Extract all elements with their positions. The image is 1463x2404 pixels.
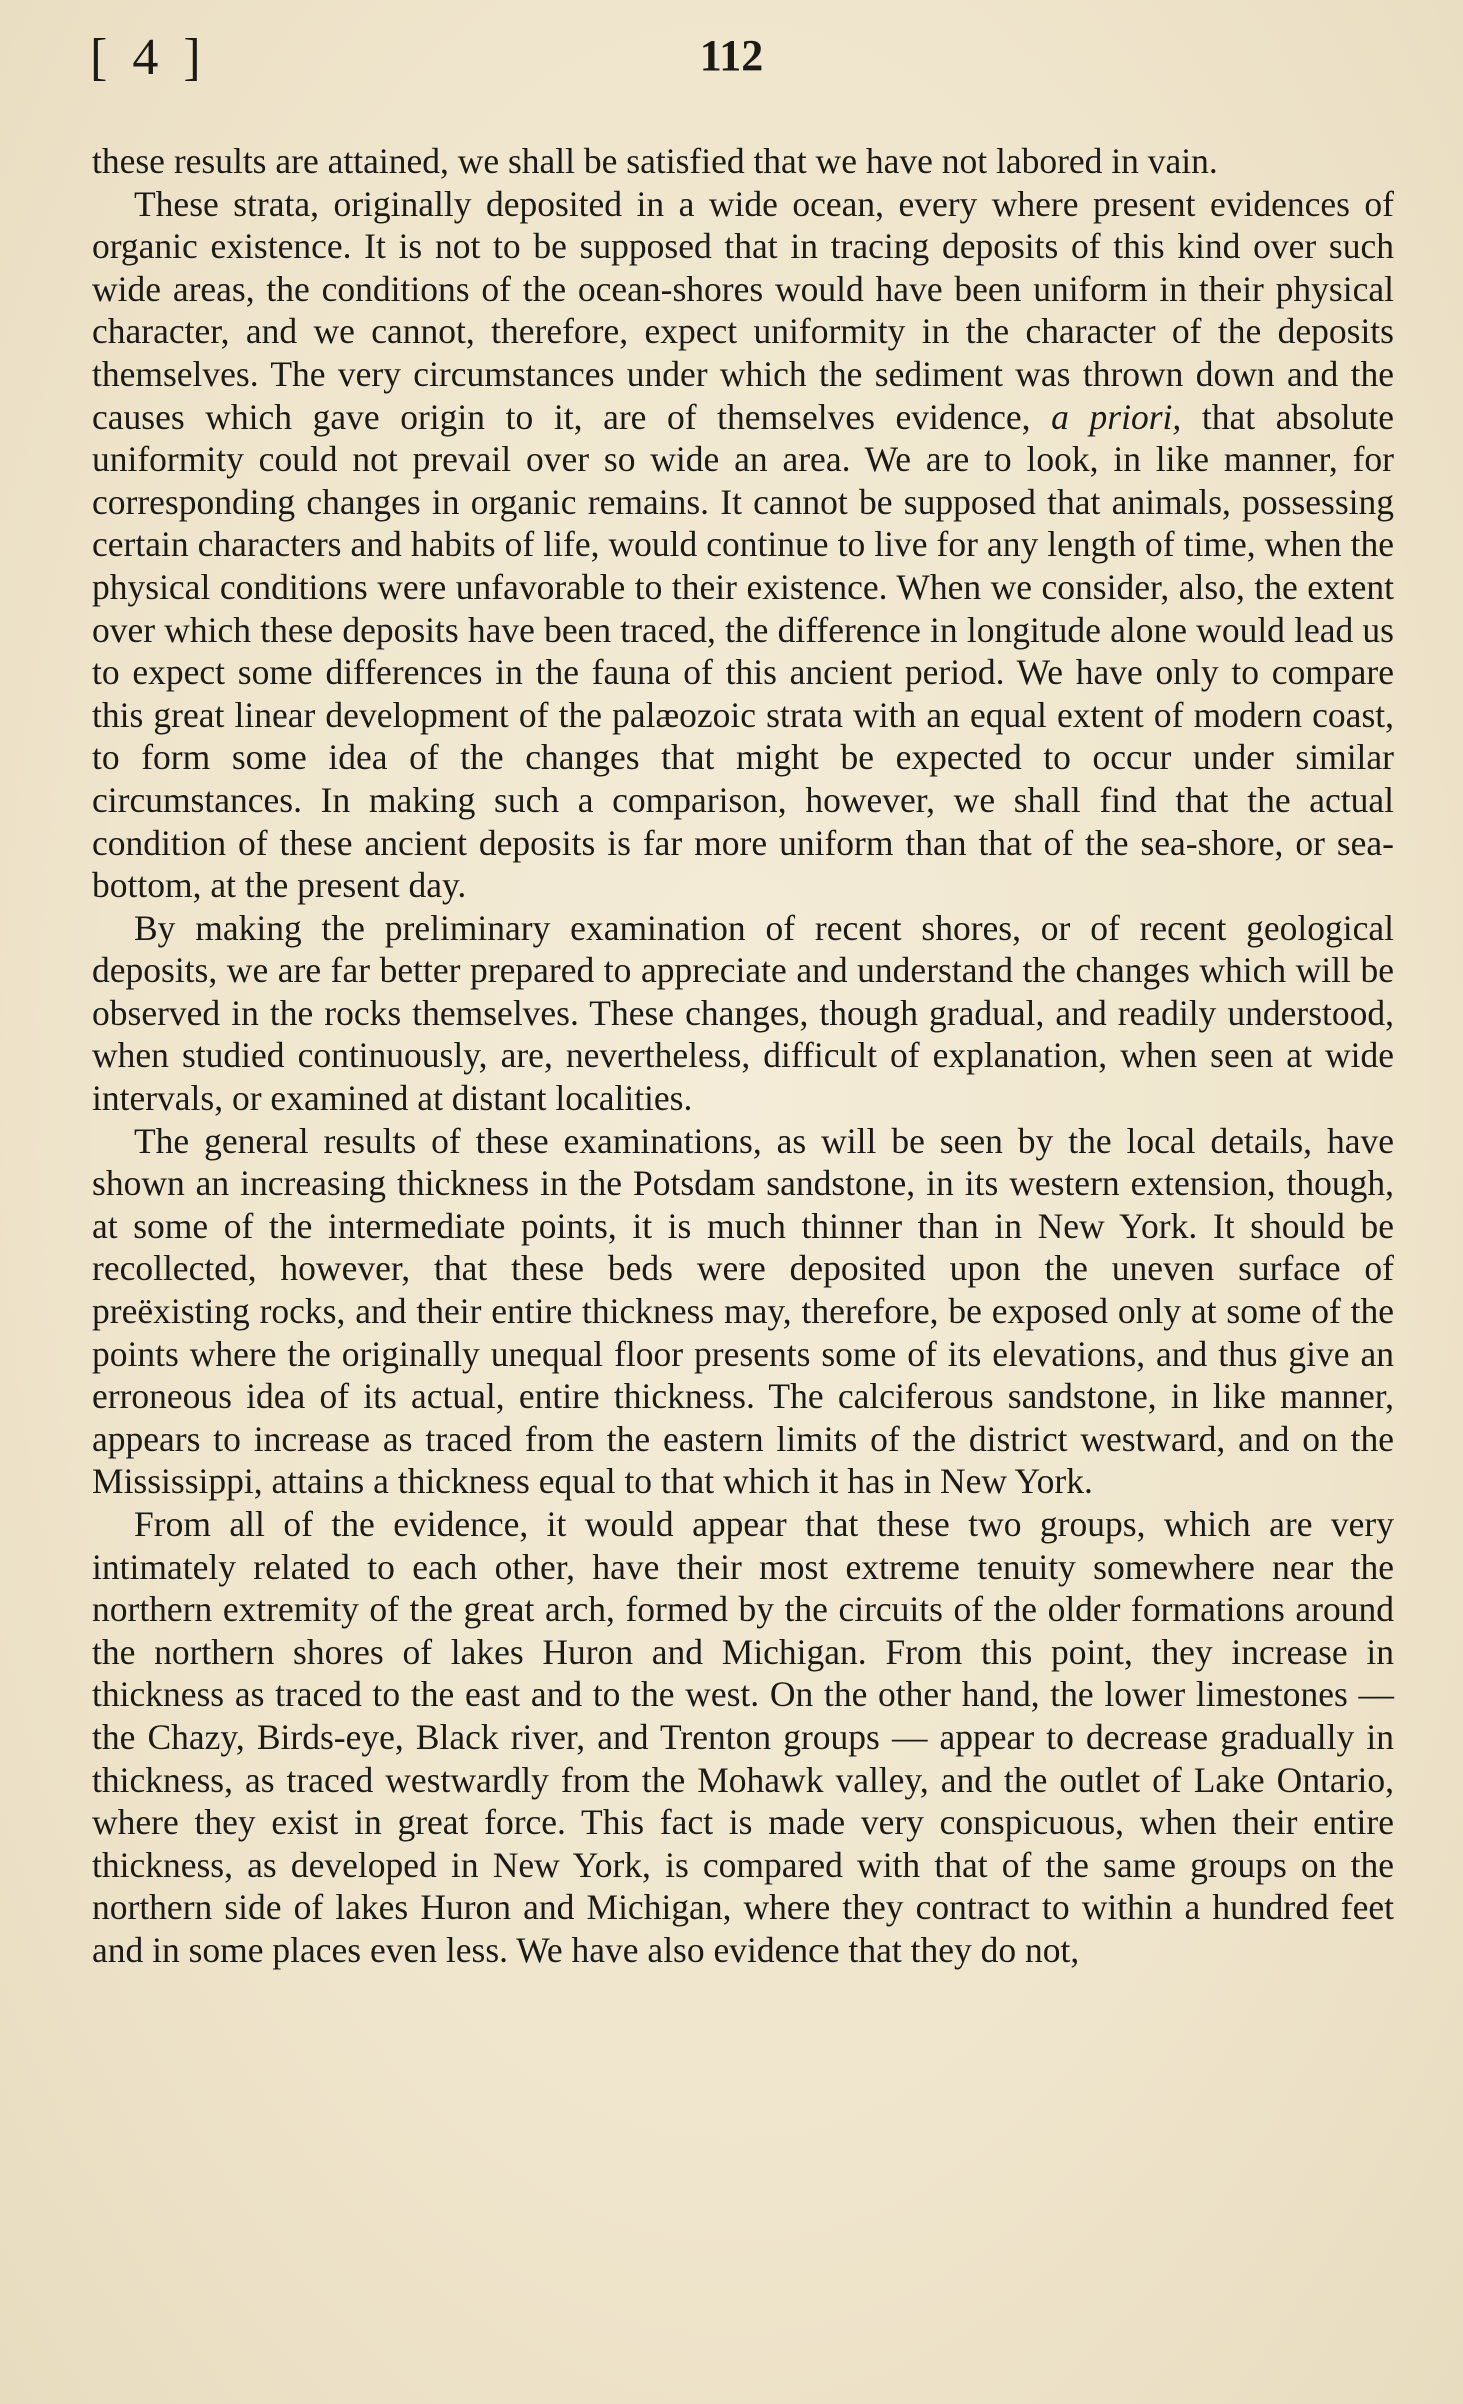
- paragraph-3: [92, 907, 1394, 1120]
- paragraph-1-text: these results are attained, we shall be satisfied that we have not labored in vain.: [92, 141, 1218, 181]
- paragraph-1: [92, 140, 1394, 183]
- paragraph-3-text: By making the preliminary examination of recent shores, or of recent geological deposits, we are far better prepared to appreciate and understand the changes which will be observed in the rocks themselves. These changes, though gradual, and readily understood, when studied continuously, are, nevertheless, difficult of explanation, when seen at wide intervals, or examined at distant localities.: [92, 907, 1394, 1119]
- paragraph-4: [92, 1120, 1394, 1503]
- paragraph-5-text: From all of the evidence, it would appear that these two groups, which are very intimately related to each other, have their most extreme tenuity somewhere near the northern extremity of the great arch, formed by the circuits of the older formations around the northern shores of lakes Huron and Michigan. From this point, they increase in thickness as traced to the east and to the west. On the other hand, the lower limestones — the Chazy, Birds-eye, Black river, and Trenton groups — appear to decrease gradually in thickness, as traced westwardly from the Mohawk valley, and the outlet of Lake Ontario, where they exist in great force. This fact is made very conspicuous, when their entire thickness, as developed in New York, is compared with that of the same groups on the northern side of lakes Huron and Michigan, where they contract to within a hundred feet and in some places even less. We have also evidence that they do not,: [92, 1504, 1394, 1970]
- paragraph-2-text-start: These strata, originally deposited in a wide ocean, every where present evidences of organic existence. It is not to be supposed that in tracing deposits of this kind over such wide areas, the conditions of the ocean-shores would have been uniform in their physical character, and we cannot, therefore, expect uniformity in the character of the deposits themselves. The very circumstances under which the sediment was thrown down and the causes which gave origin to it, are of themselves evidence,: [92, 183, 1394, 437]
- paragraph-5: [92, 1503, 1394, 1972]
- paragraph-4-text: The general results of these examinations, as will be seen by the local details, have shown an increasing thickness in the Potsdam sandstone, in its western extension, though, at some of the intermediate points, it is much thinner than in New York. It should be recollected, however, that these beds were deposited upon the uneven surface of preëxisting rocks, and their entire thickness may, therefore, be exposed only at some of the points where the originally unequal floor presents some of its elevations, and thus give an erroneous idea of its actual, entire thickness. The calciferous sandstone, in like manner, appears to increase as traced from the eastern limits of the district westward, and on the Mississippi, attains a thickness equal to that which it has in New York.: [92, 1120, 1394, 1502]
- paragraph-2-emphasis: a priori,: [1051, 396, 1182, 437]
- paragraph-2: [92, 183, 1394, 907]
- page-number: 112: [699, 31, 764, 80]
- document-number: [ 4 ]: [90, 29, 207, 86]
- page-header: [90, 28, 1373, 98]
- paragraph-2-text-end: that absolute uniformity could not prevail over so wide an area. We are to look, in like manner, for corresponding changes in organic remains. It cannot be supposed that animals, possessing certain characters and habits of life, would continue to live for any length of time, when the physical conditions were unfavorable to their existence. When we consider, also, the extent over which these deposits have been traced, the difference in longitude alone would lead us to expect some differences in the fauna of this ancient period. We have only to compare this great linear development of the palæozoic strata with an equal extent of modern coast, to form some idea of the changes that might be expected to occur under similar circumstances. In making such a comparison, however, we shall find that the actual condition of these ancient deposits is far more uniform than that of the sea-shore, or sea-bottom, at the present day.: [92, 396, 1394, 906]
- body-text: [92, 140, 1394, 1972]
